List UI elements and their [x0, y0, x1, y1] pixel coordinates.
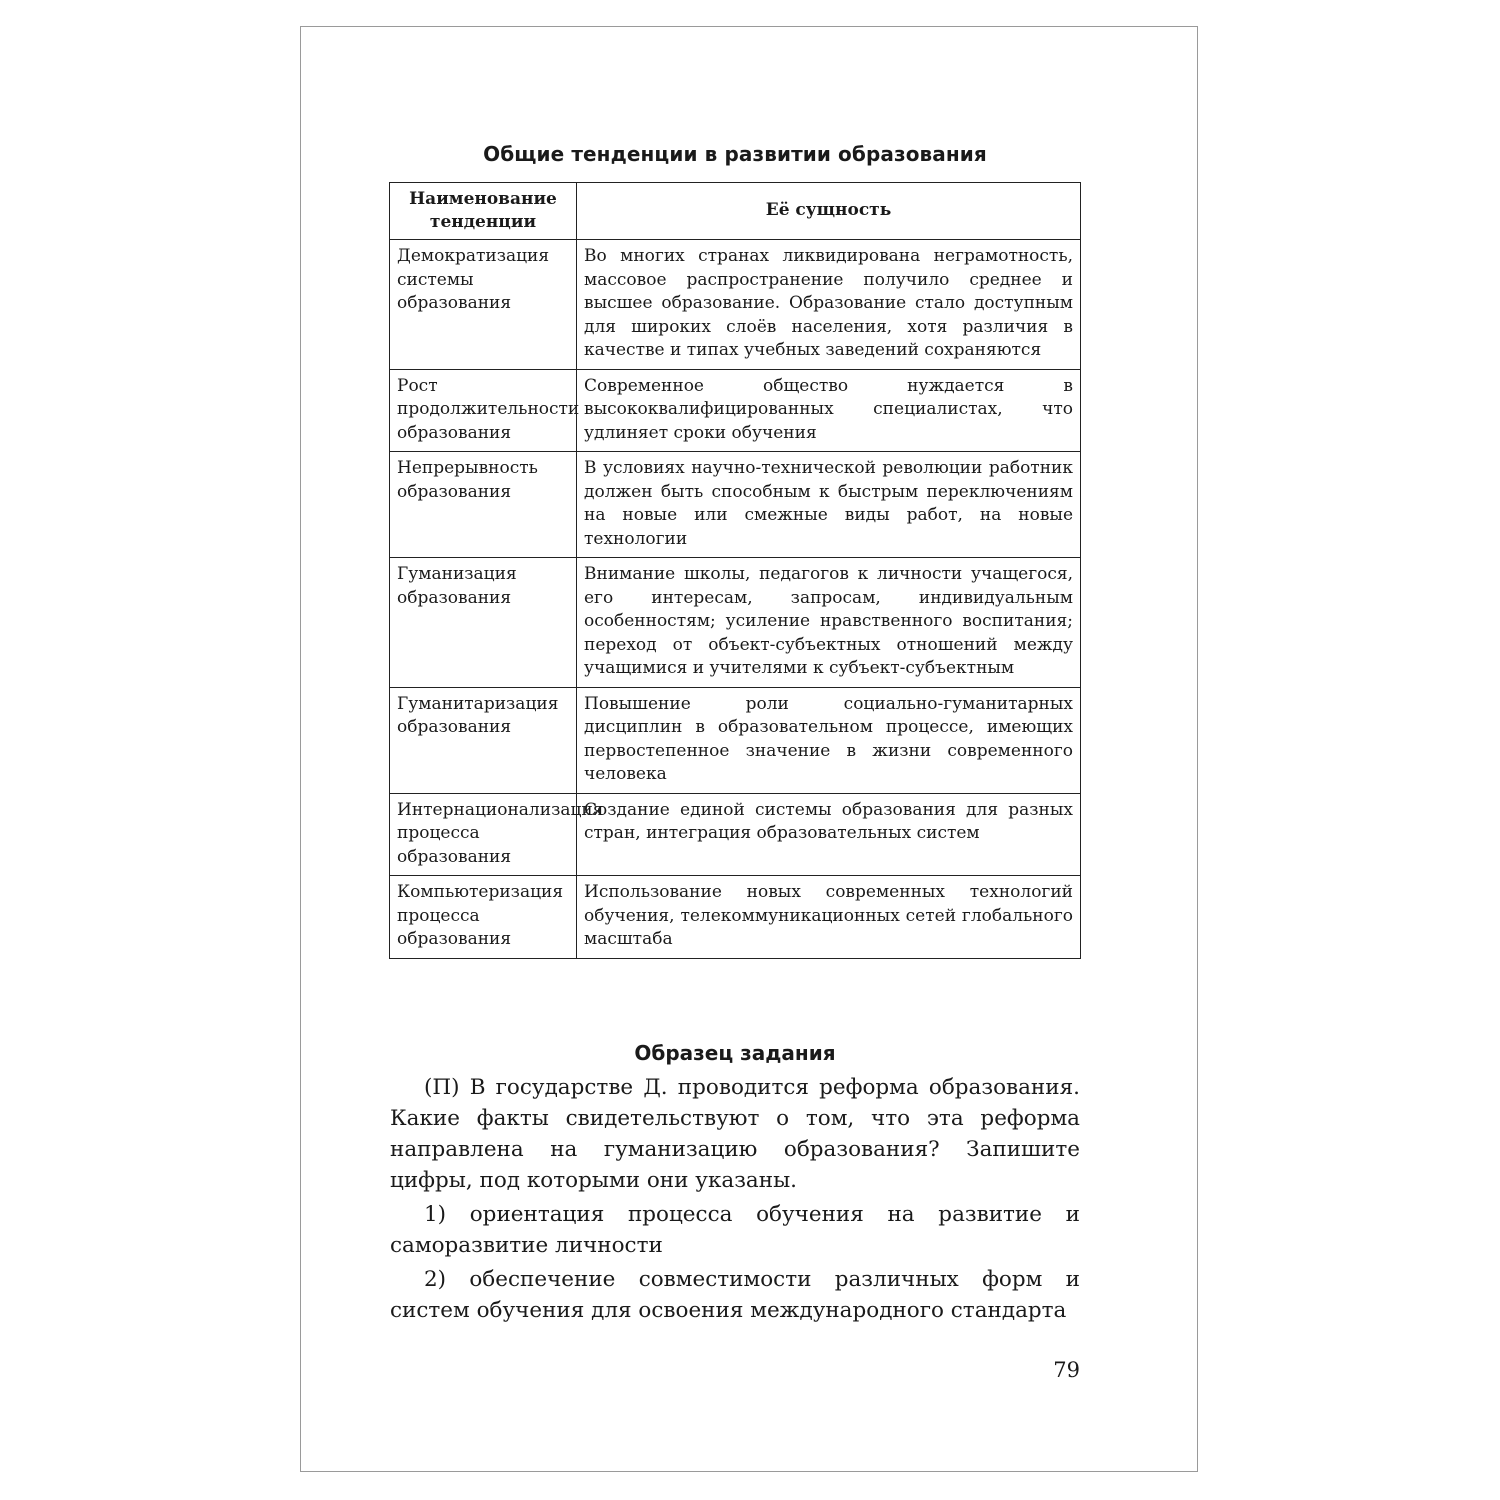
table-row	[390, 558, 1081, 688]
table-row	[390, 793, 1081, 876]
trend-name: Гуманитаризация образования	[390, 687, 577, 793]
trend-essence: Внимание школы, педагогов к личности учащегося, его интересам, запросам, индивидуальным особенностям; усиление нравственного воспитания; переход от объект-субъектных отношений между учащимися и учителями к субъект-субъектным	[577, 558, 1081, 688]
task-question: (П) В государстве Д. проводится реформа образования. Какие факты свидетельствуют о том, что эта реформа направлена на гуманизацию образования? Запишите цифры, под которыми они указаны.	[390, 1075, 1080, 1193]
trend-name: Рост продолжительности образования	[390, 369, 577, 452]
table-row	[390, 240, 1081, 370]
table-row	[390, 452, 1081, 558]
trend-essence: Во многих странах ликвидирована неграмотность, массовое распространение получило среднее и высшее образование. Образование стало доступным для широких слоёв населения, хотя различия в качестве и типах учебных заведений сохраняются	[577, 240, 1081, 370]
trend-essence: Повышение роли социально-гуманитарных дисциплин в образовательном процессе, имеющих первостепенное значение в жизни современного человека	[577, 687, 1081, 793]
trend-name: Гуманизация образования	[390, 558, 577, 688]
trend-name: Компьютеризация процесса образования	[390, 876, 577, 959]
trend-essence: В условиях научно-технической революции работник должен быть способным к быстрым переключениям на новые или смежные виды работ, на новые технологии	[577, 452, 1081, 558]
table-title: Общие тенденции в развитии образования	[483, 142, 987, 166]
task-option-1: 1) ориентация процесса обучения на развитие и саморазвитие личности	[390, 1202, 1080, 1258]
sample-task-heading: Образец задания	[634, 1041, 836, 1065]
column-header-essence: Её сущность	[577, 183, 1081, 240]
trends-table	[389, 182, 1081, 959]
trend-essence: Использование новых современных технологий обучения, телекоммуникационных сетей глобального масштаба	[577, 876, 1081, 959]
table-row	[390, 369, 1081, 452]
trend-essence: Современное общество нуждается в высококвалифицированных специалистах, что удлиняет сроки обучения	[577, 369, 1081, 452]
table-row	[390, 876, 1081, 959]
trend-name: Интернационализация процесса образования	[390, 793, 577, 876]
sample-task	[390, 1072, 1080, 1329]
trend-name: Непрерывность образования	[390, 452, 577, 558]
task-option-2: 2) обеспечение совместимости различных форм и систем обучения для освоения международного стандарта	[390, 1267, 1080, 1323]
page-number: 79	[1053, 1358, 1080, 1382]
trend-name: Демократизация системы образования	[390, 240, 577, 370]
table-row	[390, 687, 1081, 793]
trend-essence: Создание единой системы образования для разных стран, интеграция образовательных систем	[577, 793, 1081, 876]
column-header-name: Наименование тенденции	[390, 183, 577, 240]
table-header-row	[390, 183, 1081, 240]
